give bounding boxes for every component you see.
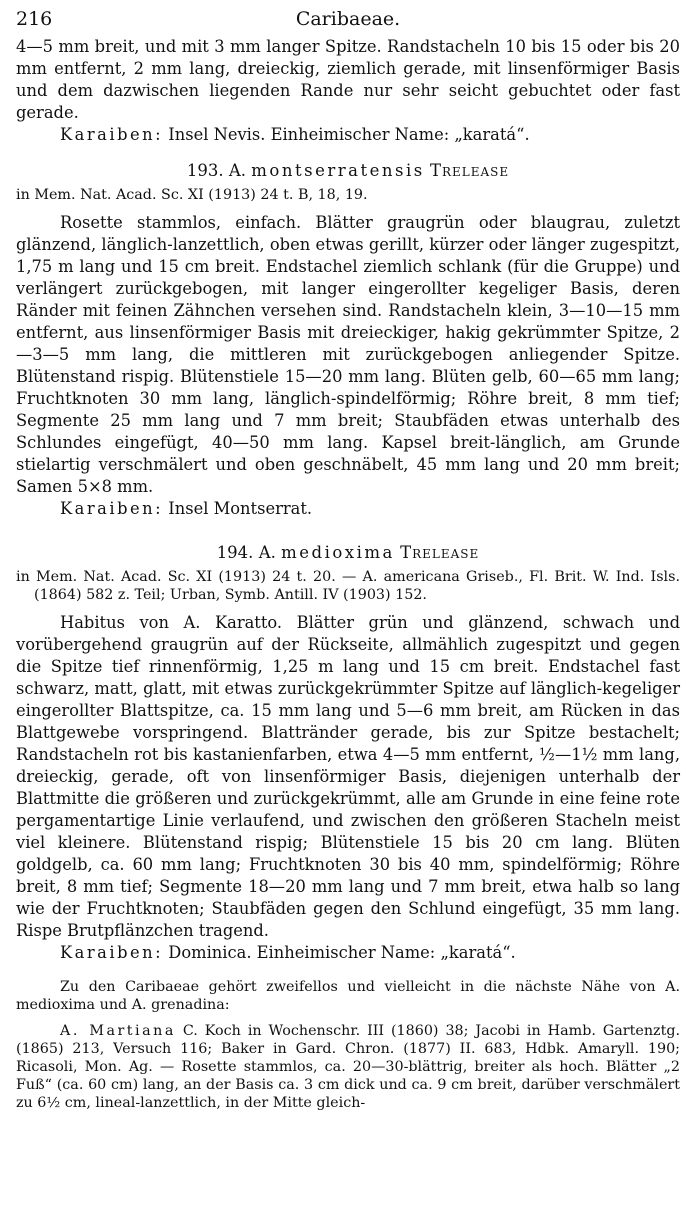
region-label: Karaiben: [60,499,164,518]
description-194: Habitus von A. Karatto. Blätter grün und glänzend, schwach und vorübergehend graugrün auf der Rückseite, allmählich zugespitzt und gegen die Spitze tief rinnenförmig, 1,25 m lang und 15 cm breit. Endstachel fast schwarz, matt, glatt, mit etwas zurückgekrümmter Spitze auf länglich-kegeliger eingerollter Blattspitze, ca. 15 mm lang und 5—6 mm breit, am Rücken in das Blattgewebe vorspringend. Blattränder gerade, bis zur Spitze bestachelt; Randstacheln rot bis kastanienfarben, etwa 4—5 mm entfernt, ½—1½ mm lang, dreieckig, gerade, oft von linsenförmiger Basis, diejenigen unterhalb der Blattmitte die größeren und zurückgekrümmt, alle am Grunde in eine feine rote pergamentartige Linie verlaufend, und zwischen den größeren Stacheln meist viel kleinere. Blütenstand rispig; Blütenstiele 15 bis 20 cm lang. Blüten goldgelb, ca. 60 mm lang; Fruchtknoten 30 bis 40 mm, spindelförmig; Röhre breit, 8 mm tief; Segmente 18—20 mm lang und 7 mm breit, etwa halb so lang wie der Fruchtknoten; Staubfäden gegen den Schlund eingefügt, 35 mm lang. Rispe Brutpflänzchen tragend. [16,613,680,940]
species-genus: A. [228,161,247,180]
region-193 [16,498,680,520]
region-label: Karaiben: [60,125,164,144]
page-number: 216 [16,8,53,30]
citation-194: in Mem. Nat. Acad. Sc. XI (1913) 24 t. 20. — A. americana Griseb., Fl. Brit. W. Ind. Isls. (1864) 582 z. Teil; Urban, Symb. Antill. IV (1903) 152. [16,569,680,603]
region-194 [16,942,680,964]
page-header [16,8,680,36]
species-epithet: medioxima [281,543,395,562]
continuation-region [16,124,680,146]
species-epithet: montserratensis [251,161,425,180]
species-author: Trelease [400,543,480,562]
species-number: 194. [216,543,254,562]
martiana-text: C. Koch in Wochenschr. III (1860) 38; Jacobi in Hamb. Gartenztg. (1865) 213, Versuch 116; Baker in Gard. Chron. (1877) II. 683, Hdbk. Amaryll. 190; Ricasoli, Mon. Ag. — Rosette stammlos, ca. 20—30-blättrig, breiter als hoch. Blätter „2 Fuß“ (ca. 60 cm) lang, an der Basis ca. 3 cm dick und ca. 9 cm breit, darüber verschmälert zu 6½ cm, lineal-lanzettlich, in der Mitte gleich- [16,1023,681,1111]
region-text: Insel Montserrat. [168,499,313,518]
region-text: Insel Nevis. Einheimischer Name: „karatá“. [168,125,530,144]
martiana-paragraph [16,1022,680,1112]
note-paragraph: Zu den Caribaeae gehört zweifellos und vielleicht in die nächste Nähe von A. medioxima und A. grenadina: [16,979,680,1013]
region-text: Dominica. Einheimischer Name: „karatá“. [168,943,516,962]
book-page [16,8,680,1112]
continuation-paragraph: 4—5 mm breit, und mit 3 mm langer Spitze. Randstacheln 10 bis 15 oder bis 20 mm entfernt, 2 mm lang, dreieckig, ziemlich gerade, mit linsenförmiger Basis und dem dazwischen liegenden Rande nur sehr seicht gebuchtet oder fast gerade. [16,37,680,122]
species-number: 193. [186,161,224,180]
species-genus: A. [258,543,276,562]
region-label: Karaiben: [60,943,164,962]
martiana-name: A. Martiana [60,1023,176,1039]
description-193: Rosette stammlos, einfach. Blätter graugrün oder blaugrau, zuletzt glänzend, länglich-lanzettlich, oben etwas gerillt, kürzer oder länger zugespitzt, 1,75 m lang und 15 cm breit. Endstachel ziemlich schlank (für die Gruppe) und verlängert zurückgebogen, mit langer eingerollter kegeliger Basis, deren Ränder mit feinen Zähnchen versehen sind. Randstacheln klein, 3—10—15 mm entfernt, aus linsenförmiger Basis mit dreieckiger, hakig gekrümmter Spitze, 2—3—5 mm lang, die mittleren mit zurückgebogen anliegender Spitze. Blütenstand rispig. Blütenstiele 15—20 mm lang. Blüten gelb, 60—65 mm lang; Fruchtknoten 30 mm lang, länglich-spindelförmig; Röhre breit, 8 mm tief; Segmente 25 mm lang und 7 mm breit; Staubfäden etwas unterhalb des Schlundes eingefügt, 40—50 mm lang. Kapsel breit-länglich, am Grunde stielartig verschmälert und oben geschnäbelt, 45 mm lang und 20 mm breit; Samen 5×8 mm. [16,213,680,496]
citation-193: in Mem. Nat. Acad. Sc. XI (1913) 24 t. B, 18, 19. [16,187,368,203]
species-heading-193 [16,160,680,182]
species-author: Trelease [429,161,510,180]
running-title: Caribaeae. [295,8,401,30]
species-heading-194 [16,542,680,564]
